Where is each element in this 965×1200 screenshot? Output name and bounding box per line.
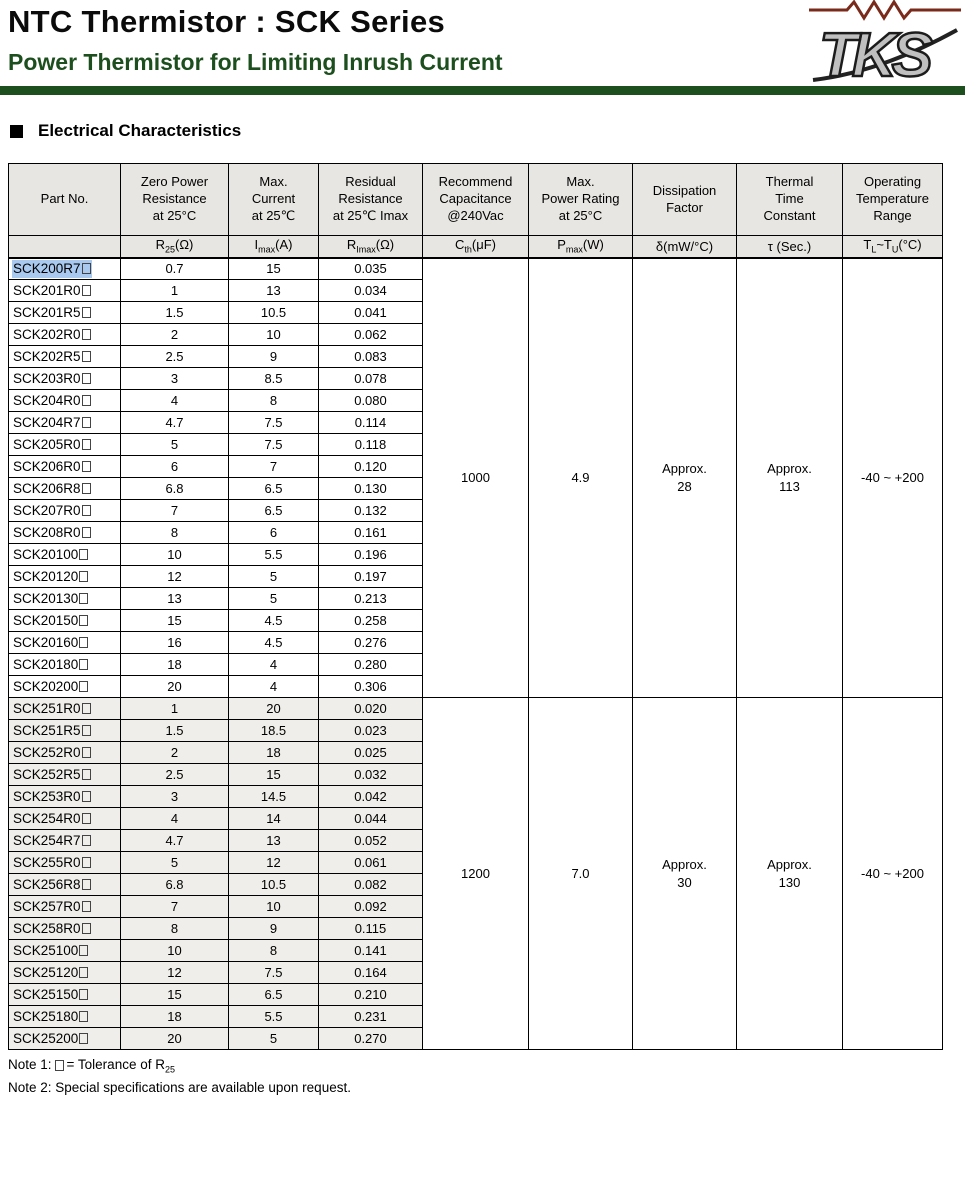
tolerance-box-icon bbox=[82, 747, 91, 758]
part-no: SCK202R5 bbox=[12, 348, 92, 366]
tolerance-box-icon bbox=[82, 703, 91, 714]
cth-cell: 1200 bbox=[423, 698, 529, 1050]
part-no: SCK205R0 bbox=[12, 436, 92, 454]
part-no: SCK25200 bbox=[12, 1030, 89, 1048]
tolerance-box-icon bbox=[79, 571, 88, 582]
imax-cell: 20 bbox=[229, 698, 319, 720]
part-no-cell bbox=[9, 742, 121, 764]
col-header: Thermal Time Constant bbox=[737, 164, 843, 236]
imax-cell: 10.5 bbox=[229, 874, 319, 896]
part-no-cell bbox=[9, 720, 121, 742]
tolerance-box-icon bbox=[82, 527, 91, 538]
r25-cell: 20 bbox=[121, 676, 229, 698]
part-no-cell bbox=[9, 390, 121, 412]
imax-cell: 8 bbox=[229, 940, 319, 962]
col-header: Part No. bbox=[9, 164, 121, 236]
tolerance-box-icon bbox=[82, 285, 91, 296]
imax-cell: 7.5 bbox=[229, 962, 319, 984]
part-no: SCK20130 bbox=[12, 590, 89, 608]
part-no: SCK252R5 bbox=[12, 766, 92, 784]
tolerance-box-icon bbox=[82, 395, 91, 406]
part-no-selected: SCK200R7 bbox=[12, 260, 92, 278]
r25-cell: 5 bbox=[121, 852, 229, 874]
part-no: SCK208R0 bbox=[12, 524, 92, 542]
col-symbol: τ (Sec.) bbox=[737, 236, 843, 258]
rimax-cell: 0.082 bbox=[319, 874, 423, 896]
page-title: NTC Thermistor : SCK Series bbox=[8, 4, 446, 39]
imax-cell: 13 bbox=[229, 830, 319, 852]
tolerance-box-icon bbox=[79, 945, 88, 956]
col-header: Zero Power Resistance at 25°C bbox=[121, 164, 229, 236]
r25-cell: 20 bbox=[121, 1028, 229, 1050]
tolerance-box-icon bbox=[79, 1011, 88, 1022]
table-row bbox=[9, 258, 943, 280]
tolerance-box-icon bbox=[55, 1060, 64, 1071]
imax-cell: 6 bbox=[229, 522, 319, 544]
rimax-cell: 0.083 bbox=[319, 346, 423, 368]
rimax-cell: 0.035 bbox=[319, 258, 423, 280]
tolerance-box-icon bbox=[79, 989, 88, 1000]
part-no-cell bbox=[9, 588, 121, 610]
imax-cell: 4.5 bbox=[229, 610, 319, 632]
table-row bbox=[9, 698, 943, 720]
part-no: SCK206R0 bbox=[12, 458, 92, 476]
imax-cell: 14 bbox=[229, 808, 319, 830]
rimax-cell: 0.092 bbox=[319, 896, 423, 918]
tolerance-box-icon bbox=[82, 461, 91, 472]
rimax-cell: 0.118 bbox=[319, 434, 423, 456]
r25-cell: 7 bbox=[121, 500, 229, 522]
part-no-cell bbox=[9, 918, 121, 940]
rimax-cell: 0.114 bbox=[319, 412, 423, 434]
tolerance-box-icon bbox=[82, 483, 91, 494]
rimax-cell: 0.061 bbox=[319, 852, 423, 874]
tolerance-box-icon bbox=[79, 637, 88, 648]
imax-cell: 7.5 bbox=[229, 412, 319, 434]
part-no: SCK252R0 bbox=[12, 744, 92, 762]
rimax-cell: 0.258 bbox=[319, 610, 423, 632]
r25-cell: 3 bbox=[121, 786, 229, 808]
imax-cell: 6.5 bbox=[229, 984, 319, 1006]
part-no: SCK20100 bbox=[12, 546, 89, 564]
part-no-cell bbox=[9, 852, 121, 874]
col-symbol: $C_{th}(\mu F)$ bbox=[423, 236, 529, 258]
imax-cell: 10.5 bbox=[229, 302, 319, 324]
part-no-cell bbox=[9, 500, 121, 522]
electrical-characteristics-table bbox=[8, 163, 943, 1050]
tolerance-box-icon bbox=[79, 681, 88, 692]
part-no: SCK20160 bbox=[12, 634, 89, 652]
r25-cell: 4 bbox=[121, 390, 229, 412]
r25-cell: 10 bbox=[121, 544, 229, 566]
imax-cell: 12 bbox=[229, 852, 319, 874]
col-header: Max. Power Rating at 25°C bbox=[529, 164, 633, 236]
note-1 bbox=[8, 1055, 965, 1078]
page-subtitle: Power Thermistor for Limiting Inrush Current bbox=[8, 49, 503, 75]
rimax-cell: 0.161 bbox=[319, 522, 423, 544]
imax-cell: 15 bbox=[229, 258, 319, 280]
tolerance-box-icon bbox=[79, 1033, 88, 1044]
part-no-cell bbox=[9, 632, 121, 654]
tolerance-box-icon bbox=[82, 857, 91, 868]
part-no-cell bbox=[9, 698, 121, 720]
imax-cell: 4 bbox=[229, 676, 319, 698]
tolerance-box-icon bbox=[82, 835, 91, 846]
col-header: Operating Temperature Range bbox=[843, 164, 943, 236]
tolerance-box-icon bbox=[82, 417, 91, 428]
dissipation-cell: Approx. 28 bbox=[633, 258, 737, 698]
imax-cell: 18.5 bbox=[229, 720, 319, 742]
rimax-cell: 0.080 bbox=[319, 390, 423, 412]
part-no-cell bbox=[9, 478, 121, 500]
r25-cell: 5 bbox=[121, 434, 229, 456]
part-no-cell bbox=[9, 368, 121, 390]
imax-cell: 15 bbox=[229, 764, 319, 786]
part-no: SCK204R7 bbox=[12, 414, 92, 432]
col-header: Residual Resistance at 25℃ Imax bbox=[319, 164, 423, 236]
rimax-cell: 0.020 bbox=[319, 698, 423, 720]
col-header: Recommend Capacitance @240Vac bbox=[423, 164, 529, 236]
note-1-sub: 25 bbox=[164, 1064, 175, 1075]
part-no-cell bbox=[9, 786, 121, 808]
part-no: SCK25150 bbox=[12, 986, 89, 1004]
part-no-cell bbox=[9, 412, 121, 434]
tolerance-box-icon bbox=[82, 813, 91, 824]
tolerance-box-icon bbox=[79, 659, 88, 670]
col-symbol: $R_{Imax}(\Omega)$ bbox=[319, 236, 423, 258]
imax-cell: 5.5 bbox=[229, 1006, 319, 1028]
tolerance-box-icon bbox=[82, 769, 91, 780]
imax-cell: 9 bbox=[229, 918, 319, 940]
r25-cell: 1.5 bbox=[121, 720, 229, 742]
part-no-cell bbox=[9, 830, 121, 852]
col-symbol: δ(mW/°C) bbox=[633, 236, 737, 258]
page-header bbox=[0, 0, 965, 90]
imax-cell: 8 bbox=[229, 390, 319, 412]
thermal-cell: Approx. 113 bbox=[737, 258, 843, 698]
temp-range-cell: -40 ~ +200 bbox=[843, 698, 943, 1050]
part-no: SCK25120 bbox=[12, 964, 89, 982]
tolerance-box-icon bbox=[82, 901, 91, 912]
note-1-prefix: Note 1: bbox=[8, 1057, 52, 1072]
rimax-cell: 0.041 bbox=[319, 302, 423, 324]
imax-cell: 5 bbox=[229, 1028, 319, 1050]
col-symbol: $R_{25}(\Omega)$ bbox=[121, 236, 229, 258]
note-2: Note 2: Special specifications are available upon request. bbox=[8, 1079, 351, 1095]
part-no: SCK25100 bbox=[12, 942, 89, 960]
r25-cell: 18 bbox=[121, 654, 229, 676]
rimax-cell: 0.130 bbox=[319, 478, 423, 500]
rimax-cell: 0.034 bbox=[319, 280, 423, 302]
col-header: Max. Current at 25℃ bbox=[229, 164, 319, 236]
part-no: SCK254R0 bbox=[12, 810, 92, 828]
r25-cell: 6.8 bbox=[121, 874, 229, 896]
rimax-cell: 0.196 bbox=[319, 544, 423, 566]
r25-cell: 10 bbox=[121, 940, 229, 962]
temp-range-cell: -40 ~ +200 bbox=[843, 258, 943, 698]
rimax-cell: 0.078 bbox=[319, 368, 423, 390]
rimax-cell: 0.052 bbox=[319, 830, 423, 852]
tolerance-box-icon bbox=[79, 967, 88, 978]
r25-cell: 2 bbox=[121, 324, 229, 346]
part-no-cell bbox=[9, 764, 121, 786]
imax-cell: 4 bbox=[229, 654, 319, 676]
rimax-cell: 0.062 bbox=[319, 324, 423, 346]
r25-cell: 16 bbox=[121, 632, 229, 654]
col-symbol: $P_{max}(W)$ bbox=[529, 236, 633, 258]
imax-cell: 7.5 bbox=[229, 434, 319, 456]
part-no-cell bbox=[9, 544, 121, 566]
section-title: Electrical Characteristics bbox=[38, 121, 242, 140]
tks-logo bbox=[809, 0, 961, 92]
tolerance-box-icon bbox=[82, 725, 91, 736]
r25-cell: 4.7 bbox=[121, 830, 229, 852]
imax-cell: 9 bbox=[229, 346, 319, 368]
thermal-cell: Approx. 130 bbox=[737, 698, 843, 1050]
part-no-cell bbox=[9, 1006, 121, 1028]
part-no-cell bbox=[9, 962, 121, 984]
part-no: SCK203R0 bbox=[12, 370, 92, 388]
part-no: SCK201R0 bbox=[12, 282, 92, 300]
r25-cell: 1 bbox=[121, 280, 229, 302]
tolerance-box-icon bbox=[82, 879, 91, 890]
imax-cell: 5 bbox=[229, 566, 319, 588]
rimax-cell: 0.270 bbox=[319, 1028, 423, 1050]
part-no-cell bbox=[9, 522, 121, 544]
part-no: SCK257R0 bbox=[12, 898, 92, 916]
rimax-cell: 0.120 bbox=[319, 456, 423, 478]
part-no-cell bbox=[9, 280, 121, 302]
tolerance-box-icon bbox=[82, 923, 91, 934]
part-no: SCK256R8 bbox=[12, 876, 92, 894]
r25-cell: 8 bbox=[121, 918, 229, 940]
tolerance-box-icon bbox=[82, 329, 91, 340]
tks-logo-graphic bbox=[809, 0, 961, 92]
r25-cell: 7 bbox=[121, 896, 229, 918]
resistor-zigzag-icon bbox=[809, 2, 961, 18]
rimax-cell: 0.164 bbox=[319, 962, 423, 984]
r25-cell: 3 bbox=[121, 368, 229, 390]
part-no-cell bbox=[9, 896, 121, 918]
part-no: SCK253R0 bbox=[12, 788, 92, 806]
r25-cell: 15 bbox=[121, 610, 229, 632]
part-no-cell bbox=[9, 610, 121, 632]
imax-cell: 10 bbox=[229, 324, 319, 346]
part-no-cell bbox=[9, 434, 121, 456]
r25-cell: 12 bbox=[121, 962, 229, 984]
dissipation-cell: Approx. 30 bbox=[633, 698, 737, 1050]
r25-cell: 4.7 bbox=[121, 412, 229, 434]
rimax-cell: 0.023 bbox=[319, 720, 423, 742]
part-no: SCK251R0 bbox=[12, 700, 92, 718]
part-no: SCK202R0 bbox=[12, 326, 92, 344]
part-no: SCK251R5 bbox=[12, 722, 92, 740]
part-no-cell bbox=[9, 940, 121, 962]
part-no: SCK255R0 bbox=[12, 854, 92, 872]
r25-cell: 1 bbox=[121, 698, 229, 720]
r25-cell: 6.8 bbox=[121, 478, 229, 500]
part-no: SCK206R8 bbox=[12, 480, 92, 498]
tolerance-box-icon bbox=[79, 593, 88, 604]
r25-cell: 0.7 bbox=[121, 258, 229, 280]
rimax-cell: 0.197 bbox=[319, 566, 423, 588]
r25-cell: 15 bbox=[121, 984, 229, 1006]
part-no-cell bbox=[9, 808, 121, 830]
notes-block bbox=[8, 1055, 965, 1099]
rimax-cell: 0.210 bbox=[319, 984, 423, 1006]
r25-cell: 4 bbox=[121, 808, 229, 830]
part-no: SCK20180 bbox=[12, 656, 89, 674]
r25-cell: 8 bbox=[121, 522, 229, 544]
part-no-cell bbox=[9, 456, 121, 478]
part-no-cell bbox=[9, 258, 121, 280]
col-symbol bbox=[9, 236, 121, 258]
part-no: SCK254R7 bbox=[12, 832, 92, 850]
part-no-cell bbox=[9, 676, 121, 698]
r25-cell: 12 bbox=[121, 566, 229, 588]
tolerance-box-icon bbox=[82, 373, 91, 384]
rimax-cell: 0.132 bbox=[319, 500, 423, 522]
imax-cell: 13 bbox=[229, 280, 319, 302]
rimax-cell: 0.306 bbox=[319, 676, 423, 698]
tolerance-box-icon bbox=[82, 439, 91, 450]
rimax-cell: 0.141 bbox=[319, 940, 423, 962]
imax-cell: 6.5 bbox=[229, 478, 319, 500]
part-no-cell bbox=[9, 984, 121, 1006]
rimax-cell: 0.025 bbox=[319, 742, 423, 764]
col-symbol: $I_{max}(A)$ bbox=[229, 236, 319, 258]
rimax-cell: 0.276 bbox=[319, 632, 423, 654]
tolerance-box-icon bbox=[79, 549, 88, 560]
r25-cell: 2 bbox=[121, 742, 229, 764]
part-no: SCK201R5 bbox=[12, 304, 92, 322]
part-no-cell bbox=[9, 324, 121, 346]
part-no-cell bbox=[9, 1028, 121, 1050]
r25-cell: 2.5 bbox=[121, 764, 229, 786]
part-no: SCK20150 bbox=[12, 612, 89, 630]
part-no-cell bbox=[9, 302, 121, 324]
rimax-cell: 0.115 bbox=[319, 918, 423, 940]
rimax-cell: 0.044 bbox=[319, 808, 423, 830]
imax-cell: 5 bbox=[229, 588, 319, 610]
imax-cell: 6.5 bbox=[229, 500, 319, 522]
part-no-cell bbox=[9, 654, 121, 676]
rimax-cell: 0.280 bbox=[319, 654, 423, 676]
part-no-cell bbox=[9, 874, 121, 896]
logo-text: TKS bbox=[819, 21, 928, 90]
cth-cell: 1000 bbox=[423, 258, 529, 698]
r25-cell: 2.5 bbox=[121, 346, 229, 368]
r25-cell: 6 bbox=[121, 456, 229, 478]
col-symbol: $T_L\sim T_U(^\circ C)$ bbox=[843, 236, 943, 258]
r25-cell: 1.5 bbox=[121, 302, 229, 324]
imax-cell: 5.5 bbox=[229, 544, 319, 566]
tolerance-box-icon bbox=[82, 351, 91, 362]
square-bullet-icon bbox=[10, 125, 23, 138]
r25-cell: 18 bbox=[121, 1006, 229, 1028]
part-no: SCK20200 bbox=[12, 678, 89, 696]
part-no-cell bbox=[9, 346, 121, 368]
rimax-cell: 0.213 bbox=[319, 588, 423, 610]
part-no: SCK20120 bbox=[12, 568, 89, 586]
imax-cell: 10 bbox=[229, 896, 319, 918]
imax-cell: 8.5 bbox=[229, 368, 319, 390]
pmax-cell: 7.0 bbox=[529, 698, 633, 1050]
pmax-cell: 4.9 bbox=[529, 258, 633, 698]
imax-cell: 18 bbox=[229, 742, 319, 764]
imax-cell: 7 bbox=[229, 456, 319, 478]
imax-cell: 4.5 bbox=[229, 632, 319, 654]
rimax-cell: 0.042 bbox=[319, 786, 423, 808]
part-no: SCK207R0 bbox=[12, 502, 92, 520]
tolerance-box-icon bbox=[82, 263, 91, 274]
part-no: SCK25180 bbox=[12, 1008, 89, 1026]
rimax-cell: 0.032 bbox=[319, 764, 423, 786]
tolerance-box-icon bbox=[82, 791, 91, 802]
part-no: SCK258R0 bbox=[12, 920, 92, 938]
r25-cell: 13 bbox=[121, 588, 229, 610]
tolerance-box-icon bbox=[82, 307, 91, 318]
imax-cell: 14.5 bbox=[229, 786, 319, 808]
note-1-text: = Tolerance of R bbox=[66, 1057, 165, 1072]
rimax-cell: 0.231 bbox=[319, 1006, 423, 1028]
col-header: Dissipation Factor bbox=[633, 164, 737, 236]
part-no-cell bbox=[9, 566, 121, 588]
part-no: SCK204R0 bbox=[12, 392, 92, 410]
tolerance-box-icon bbox=[79, 615, 88, 626]
tolerance-box-icon bbox=[82, 505, 91, 516]
section-header bbox=[10, 121, 965, 141]
